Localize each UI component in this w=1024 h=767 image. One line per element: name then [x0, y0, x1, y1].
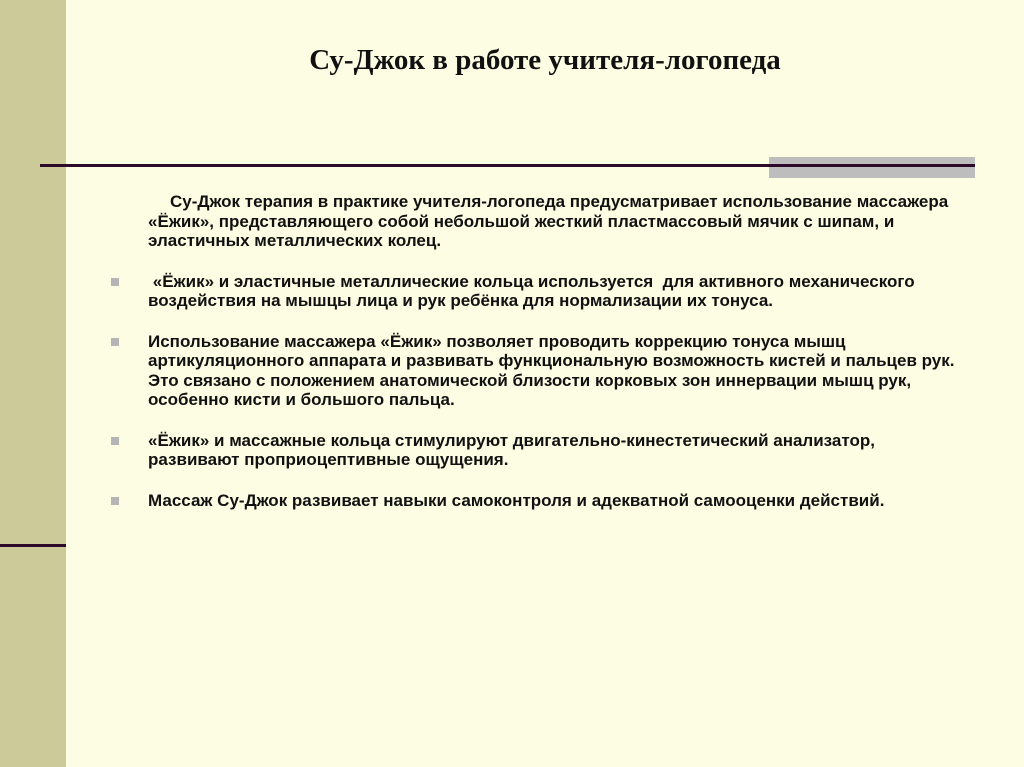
- band-divider: [0, 544, 66, 547]
- square-bullet-icon: [111, 338, 119, 346]
- bullet-text: Массаж Су-Джок развивает навыки самоконтроля и адекватной самооценки действий.: [148, 490, 885, 510]
- left-decorative-band: [0, 0, 66, 767]
- bullet-item: [148, 431, 968, 470]
- accent-bar: [769, 157, 975, 178]
- title-rule: [40, 164, 975, 167]
- bullet-text: «Ёжик» и массажные кольца стимулируют двигательно-кинестетический анализатор, развивают проприоцептивные ощущения.: [148, 430, 875, 469]
- slide-body: [148, 192, 968, 531]
- intro-paragraph: Су-Джок терапия в практике учителя-логопеда предусматривает использование массажера «Ёжик», представляющего собой небольшой жесткий пластмассовый мячик с шипам, и эластичных металлических колец.: [148, 192, 949, 250]
- bullet-text: Использование массажера «Ёжик» позволяет проводить коррекцию тонуса мышц артикуляционного аппарата и развивать функциональную возможность кистей и пальцев рук. Это связано с положением анатомической близости корковых зон иннервации мышц рук, особенно кисти и большого пальца.: [148, 331, 955, 409]
- square-bullet-icon: [111, 437, 119, 445]
- square-bullet-icon: [111, 278, 119, 286]
- slide-title: Су-Джок в работе учителя-логопеда: [309, 44, 781, 76]
- square-bullet-icon: [111, 497, 119, 505]
- bullet-item: [148, 272, 968, 311]
- bullet-item: [148, 491, 968, 511]
- bullet-text: «Ёжик» и эластичные металлические кольца используется для активного механического воздействия на мышцы лица и рук ребёнка для нормализации их тонуса.: [148, 271, 920, 310]
- bullet-item: [148, 332, 968, 410]
